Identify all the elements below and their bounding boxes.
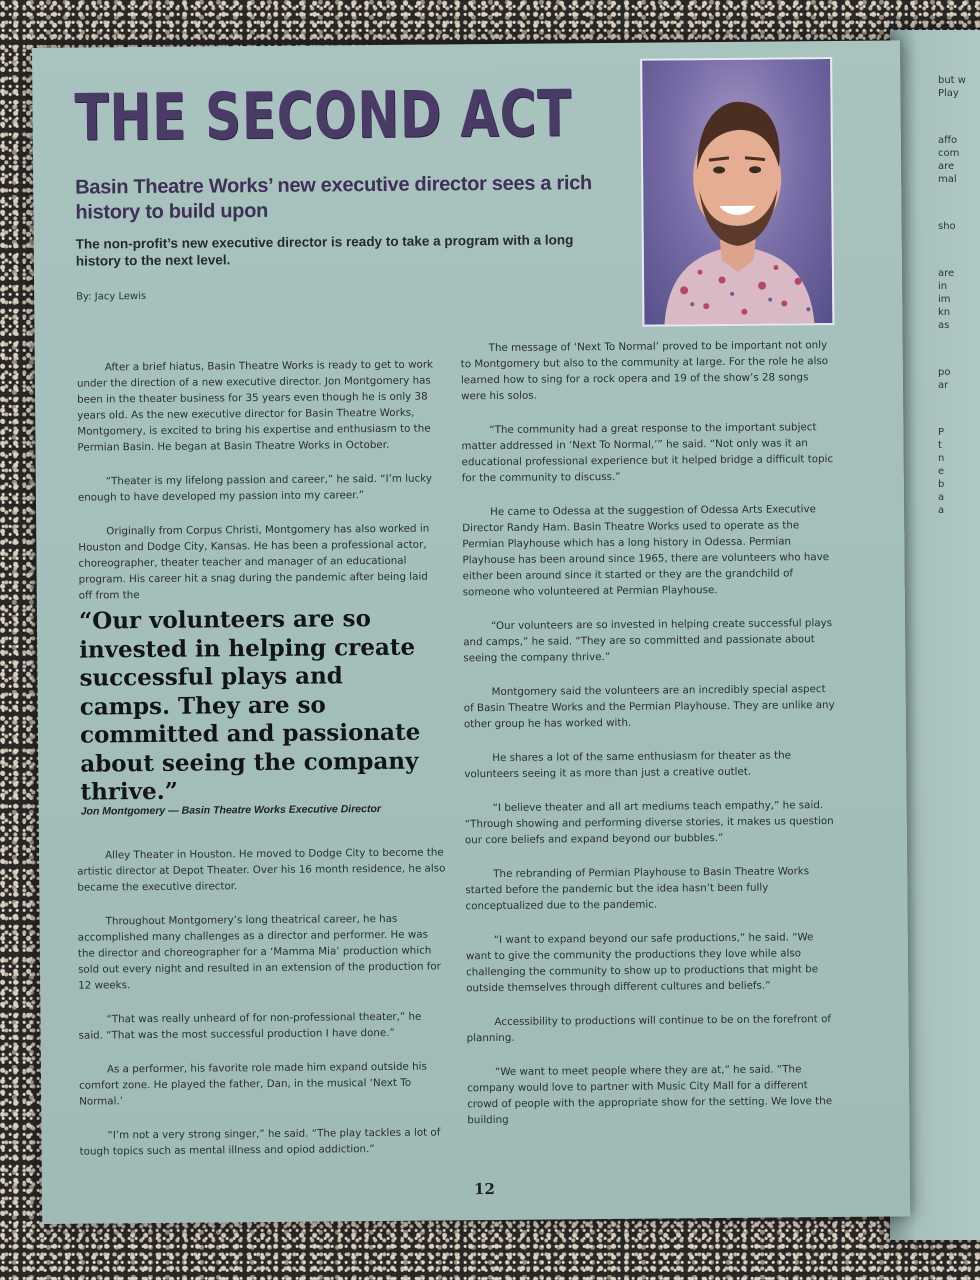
pull-quote: “Our volunteers are so invested in helping create successful plays and camps. They are so committed and passionate about seeing the company thrive.” (78, 605, 421, 806)
headline: THE SECOND ACT (74, 77, 573, 156)
facing-fragment: a (938, 505, 945, 516)
paragraph: He shares a lot of the same enthusiasm for theater as the volunteers seeing it as more than just a creative outlet. (464, 749, 792, 781)
paragraph: “Theater is my lifelong passion and career,” he said. “I’m lucky enough to have developed my passion into my career.” (77, 472, 432, 504)
paragraph: “We want to meet people where they are at,” he said. “The company would love to partner with Music City Mall for a different crowd of people with the appropriate show for the setting. We love the building (467, 1063, 833, 1127)
article-column-1-top (77, 356, 441, 621)
facing-fragment: are (938, 161, 955, 172)
facing-fragment: Play (938, 88, 959, 99)
facing-fragment: po (938, 367, 951, 378)
paragraph: “The community had a great response to the important subject matter addressed in ‘Next To Normal,’” he said. “Not only was it an educational professional experience but it helped bridge a difficult topic for the community to discuss.” (461, 421, 834, 485)
paragraph: “I believe theater and all art mediums teach empathy,” he said. “Through showing and performing diverse stories, it makes us question our core beliefs and expand beyond our bubbles.” (464, 799, 834, 847)
paragraph: “I’m not a very strong singer,” he said. “The play tackles a lot of tough topics such as mental illness and opiod addiction.” (79, 1126, 441, 1158)
article-column-1-bottom (77, 844, 450, 1177)
facing-fragment: e (938, 466, 945, 477)
facing-fragment: in (938, 281, 948, 292)
facing-fragment: affo (938, 135, 958, 146)
portrait-photo (640, 57, 834, 327)
facing-page-text (938, 74, 966, 517)
portrait-illustration (642, 59, 832, 325)
pull-quote-attribution: Jon Montgomery — Basin Theatre Works Executive Director (80, 802, 382, 818)
paragraph: Originally from Corpus Christi, Montgomery has also worked in Houston and Dodge City, Kansas. He has been a professional actor, choreographer, theater teacher and manager of an educational program. His career hit a snag during the pandemic after being laid off from the (78, 522, 430, 602)
article-column-2 (461, 337, 842, 1146)
facing-fragment: but w (938, 75, 966, 86)
paragraph: Montgomery said the volunteers are an incredibly special aspect of Basin Theatre Works and the Permian Playhouse. They are unlike any other group he has worked with. (463, 683, 835, 731)
paragraph: Throughout Montgomery’s long theatrical career, he has accomplished many challenges as a director and performer. He was the director and choreographer for a ‘Mamma Mia’ production which sold out every night and resulted in an extension of the production for 12 weeks. (77, 912, 441, 992)
facing-fragment: b (938, 479, 945, 490)
paragraph: Accessibility to productions will continue to be on the forefront of planning. (466, 1013, 832, 1045)
byline: By: Jacy Lewis (76, 291, 147, 303)
facing-fragment: sho (938, 221, 956, 232)
subdeck: The non-profit’s new executive director is ready to take a program with a long history to the next level. (75, 232, 574, 269)
facing-fragment: n (938, 453, 945, 464)
facing-fragment: ar (938, 380, 949, 391)
paragraph: The message of ‘Next To Normal’ proved to be important not only to Montgomery but also to the community at large. For the role he also learned how to sing for a rock opera and 19 of the show’s 28 songs were his solos. (460, 339, 829, 403)
facing-fragment: P (938, 427, 945, 438)
paragraph: “That was really unheard of for non-professional theater,” he said. “That was the most successful production I have done.” (78, 1010, 422, 1042)
magazine-page (32, 40, 910, 1224)
paragraph: “I want to expand beyond our safe productions,” he said. “We want to give the community the productions they love while also challenging the community to show up to productions that might be outside themselves through different cultures and beliefs.” (465, 931, 819, 995)
paragraph: He came to Odessa at the suggestion of Odessa Arts Executive Director Randy Ham. Basin Theatre Works used to operate as the Permian Playhouse which has a long history in Odessa. Permian Playhouse has been around since 1965, there are volunteers who have either been around since it started or they are the grandchild of someone who volunteered at Permian Playhouse. (462, 503, 830, 599)
page-number: 12 (473, 1180, 495, 1199)
facing-fragment: a (938, 492, 945, 503)
facing-fragment: im (938, 294, 951, 305)
facing-fragment: com (938, 148, 960, 159)
facing-fragment: as (938, 320, 950, 331)
facing-fragment: mal (938, 174, 957, 185)
paragraph: “Our volunteers are so invested in helping create successful plays and camps,” he said. “They are so committed and passionate about seeing the company thrive.” (463, 617, 833, 665)
deck: Basin Theatre Works’ new executive director sees a rich history to build upon (75, 172, 593, 224)
facing-fragment: t (938, 440, 942, 451)
paragraph: Alley Theater in Houston. He moved to Dodge City to become the artistic director at Depot Theater. Over his 16 month residence, he also became the executive director. (77, 846, 446, 894)
facing-fragment: kn (938, 307, 951, 318)
facing-fragment: are (938, 268, 955, 279)
paragraph: The rebranding of Permian Playhouse to Basin Theatre Works started before the pandemic but the idea hasn’t been fully conceptualized due to the pandemic. (465, 865, 810, 913)
paragraph: As a performer, his favorite role made him expand outside his comfort zone. He played the father, Dan, in the musical ‘Next To Normal.’ (79, 1060, 427, 1108)
paragraph: After a brief hiatus, Basin Theatre Works is ready to get to work under the direction of a new executive director. Jon Montgomery has been in the theater business for 35 years even though he is only 38 years old. As the new executive director for Basin Theatre Works, Montgomery, is excited to bring his expertise and enthusiasm to the Permian Basin. He began at Basin Theatre Works in October. (76, 358, 434, 454)
